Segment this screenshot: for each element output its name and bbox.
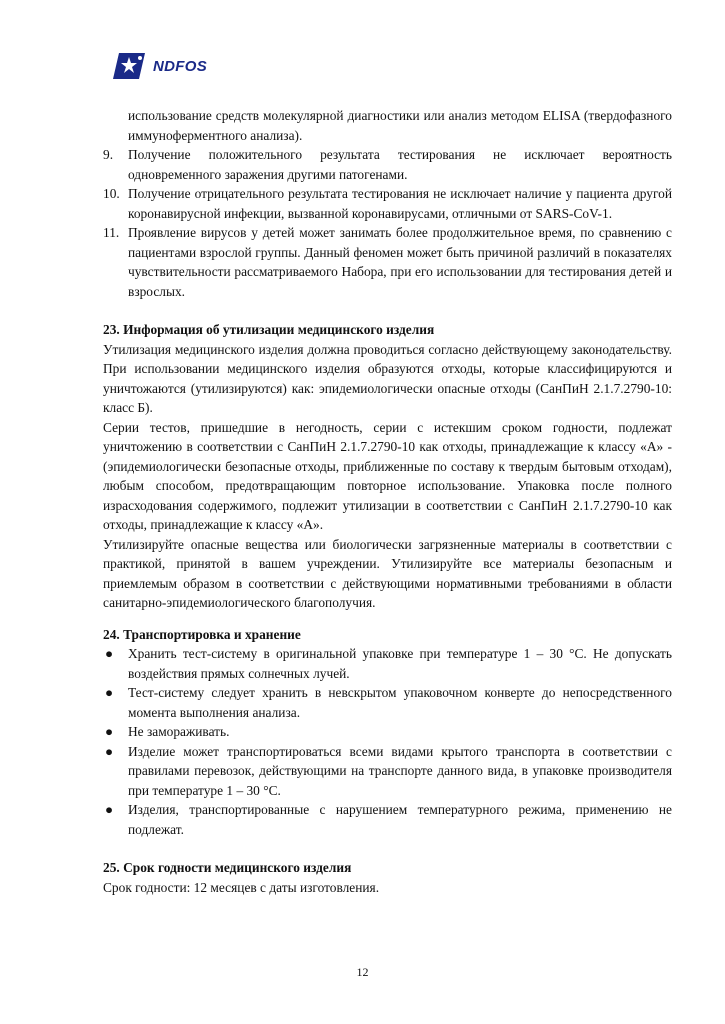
section-25-heading: 25. Срок годности медицинского изделия: [103, 860, 352, 875]
item-number: 9.: [103, 147, 114, 162]
numbered-item: [103, 145, 672, 184]
bullet-item: [103, 742, 672, 801]
bullet-icon: ●: [105, 724, 114, 739]
list-item-continuation: использование средств молекулярной диагностики или анализ методом ELISA (твердофазного иммуноферментного анализа).: [128, 108, 672, 143]
section-24-heading: 24. Транспортировка и хранение: [103, 626, 301, 642]
logo-star-icon: [111, 51, 149, 81]
bullet-text: Изделия, транспортированные с нарушением температурного режима, применению не подлежат.: [128, 802, 672, 837]
bullet-icon: ●: [105, 646, 114, 661]
item-number: 11.: [103, 225, 120, 240]
bullet-icon: ●: [105, 743, 114, 759]
bullet-text: Хранить тест-систему в оригинальной упаковке при температуре 1 – 30 °С. Не допускать воздействия прямых солнечных лучей.: [128, 646, 672, 681]
bullet-text: Тест-систему следует хранить в невскрытом упаковочном конверте до непосредственного момента выполнения анализа.: [128, 685, 672, 720]
bullet-item: [103, 644, 672, 683]
item-text: Получение положительного результата тестирования не исключает вероятность одновременного заражения другими патогенами.: [128, 147, 672, 182]
page-number: 12: [356, 965, 369, 979]
bullet-text: Не замораживать.: [128, 724, 230, 739]
bullet-text: Изделие может транспортироваться всеми видами крытого транспорта в соответствии с правилами перевозок, действующими на транспорте данного вида, в упаковке производителя при температуре 1 – 30 °С.: [128, 743, 672, 798]
item-number: 10.: [103, 186, 120, 201]
section-23-heading: 23. Информация об утилизации медицинского изделия: [103, 322, 435, 337]
document-body: [103, 106, 672, 897]
bullet-icon: ●: [105, 685, 114, 700]
bullet-item: [103, 800, 672, 839]
section-23-paragraph: Серии тестов, пришедшие в негодность, серии с истекшим сроком годности, подлежат уничтожению в соответствии с СанПиН 2.1.7.2790-10 как отходы, принадлежащие к классу «А» - (эпидемиологически безопасные отходы, приближенные по составу к твердым бытовым отходам), любым способом, предотвращающим повторное использование. Упаковка после полного израсходования содержимого, подлежит утилизации в соответствии с СанПиН 2.1.7.2790-10 как отходы, принадлежащие к классу «А».: [103, 419, 672, 532]
numbered-item: [103, 223, 672, 301]
bullet-item: [103, 683, 672, 722]
item-text: Проявление вирусов у детей может занимать более продолжительное время, по сравнению с пациентами взрослой группы. Данный феномен может быть причиной различий в показателях чувствительности рассматриваемого Набора, при его использовании для тестирования детей и взрослых.: [128, 225, 672, 299]
company-logo: [111, 50, 207, 82]
numbered-item: [103, 184, 672, 223]
section-25-text: Срок годности: 12 месяцев с даты изготовления.: [103, 879, 380, 895]
logo-text: NDFOS: [153, 57, 207, 75]
item-text: Получение отрицательного результата тестирования не исключает наличие у пациента другой коронавирусной инфекции, вызванной коронавирусами, отличными от SARS-CoV-1.: [128, 186, 672, 221]
section-23-paragraph: Утилизация медицинского изделия должна проводиться согласно действующему законодательству. При использовании медицинского изделия образуются отходы, которые классифицируются и уничтожаются (утилизируются) как: эпидемиологически опасные отходы (СанПиН 2.1.7.2790-10: класс Б).: [103, 341, 672, 415]
bullet-item: [103, 722, 672, 742]
section-23-paragraph: Утилизируйте опасные вещества или биологически загрязненные материалы в соответствии с практикой, принятой в вашем учреждении. Утилизируйте все материалы безопасным и приемлемым образом в соответствии с действующими нормативными требованиями в области санитарно-эпидемиологического благополучия.: [103, 536, 672, 610]
bullet-icon: ●: [105, 802, 114, 817]
